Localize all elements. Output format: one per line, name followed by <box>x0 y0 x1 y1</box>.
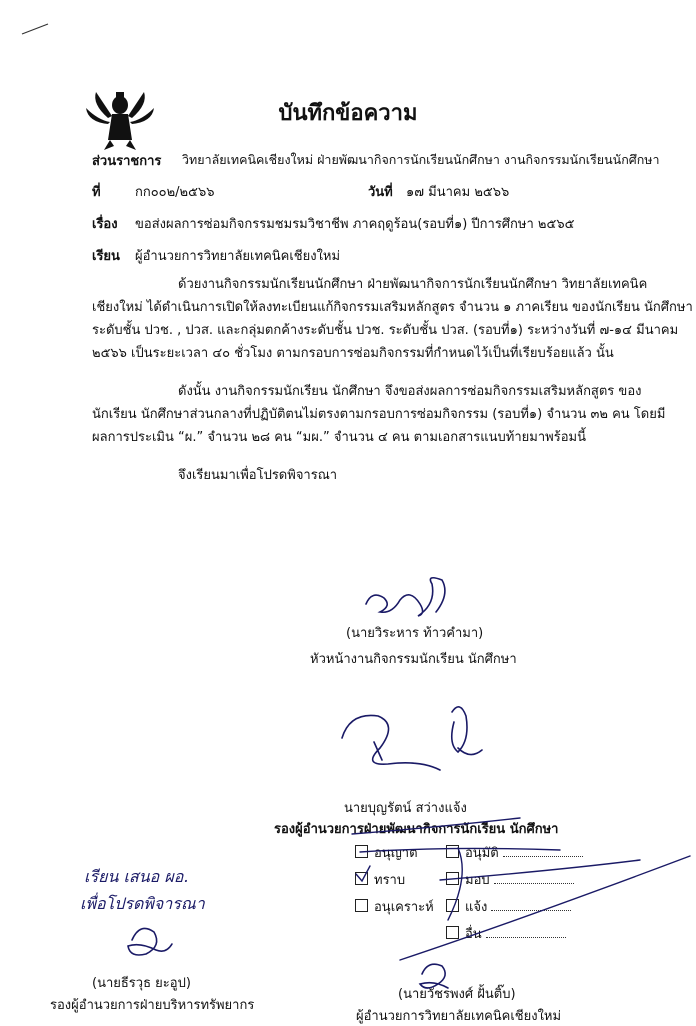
option-approve[interactable]: อนุญาต <box>355 842 418 863</box>
checkbox-icon[interactable] <box>355 872 368 885</box>
option-assign[interactable]: มอบ <box>446 869 574 890</box>
sig1-name: (นายวิระหาร ท้าวคำมา) <box>346 626 484 641</box>
checkbox-icon[interactable] <box>446 899 459 912</box>
to-label: เรียน <box>92 249 120 264</box>
option-authorize[interactable]: อนุมัติ <box>446 842 583 863</box>
agency-label: ส่วนราชการ <box>92 154 162 169</box>
checkbox-icon[interactable] <box>446 872 459 885</box>
option-other[interactable]: อื่น <box>446 923 566 944</box>
sig3-name: (นายธีรวุธ ยะอูป) <box>92 976 191 991</box>
ref-value: กก๐๐๒/๒๕๖๖ <box>135 185 215 200</box>
signature-2-icon <box>342 707 482 770</box>
handwritten-note: เรียน เสนอ ผอ. <box>84 867 189 886</box>
sig3-position: รองผู้อำนวยการฝ่ายบริหารทรัพยากร <box>50 998 255 1013</box>
ref-label: ที่ <box>92 185 101 200</box>
to-value: ผู้อำนวยการวิทยาลัยเทคนิคเชียงใหม่ <box>135 249 341 264</box>
subject-value: ขอส่งผลการซ่อมกิจกรรมชมรมวิชาชีพ ภาคฤดูร้อน(รอบที่๑) ปีการศึกษา ๒๕๖๕ <box>135 217 575 232</box>
option-acknowledge[interactable]: ทราบ <box>355 869 405 890</box>
checkbox-icon[interactable] <box>355 845 368 858</box>
signature-1-icon <box>366 578 445 616</box>
subject-label: เรื่อง <box>92 217 118 232</box>
checkbox-icon[interactable] <box>446 926 459 939</box>
page-title: บันทึกข้อความ <box>278 101 418 126</box>
para2-line: นักเรียน นักศึกษาส่วนกลางที่ปฏิบัติตนไม่ตรงตามกรอบการซ่อมกิจกรรม (รอบที่๑) จำนวน ๓๒ คน โดยมี <box>92 407 666 422</box>
date-label: วันที่ <box>368 185 393 200</box>
checkbox-icon[interactable] <box>355 899 368 912</box>
option-notify[interactable]: แจ้ง <box>446 896 571 917</box>
agency-value: วิทยาลัยเทคนิคเชียงใหม่ ฝ่ายพัฒนากิจการนักเรียนนักศึกษา งานกิจกรรมนักเรียนนักศึกษา <box>182 152 660 167</box>
para1-line: เชียงใหม่ ได้ดำเนินการเปิดให้ลงทะเบียนแก้กิจกรรมเสริมหลักสูตร จำนวน ๑ ภาคเรียน ของนักเรียน นักศึกษา <box>92 300 693 315</box>
checkbox-icon[interactable] <box>446 845 459 858</box>
option-assist[interactable]: อนุเคราะห์ <box>355 896 434 917</box>
sig1-position: หัวหน้างานกิจกรรมนักเรียน นักศึกษา <box>310 652 517 667</box>
para2-line: ดังนั้น งานกิจกรรมนักเรียน นักศึกษา จึงขอส่งผลการซ่อมกิจกรรมเสริมหลักสูตร ของ <box>178 384 642 399</box>
closing-text: จึงเรียนมาเพื่อโปรดพิจารณา <box>178 468 338 483</box>
sig2-position: รองผู้อำนวยการฝ่ายพัฒนากิจการนักเรียน นักศึกษา <box>274 822 559 837</box>
para1-line: ๒๕๖๖ เป็นระยะเวลา ๔๐ ชั่วโมง ตามกรอบการซ่อมกิจกรรมที่กำหนดไว้เป็นที่เรียบร้อยแล้ว นั้น <box>92 346 614 361</box>
para1-line: ด้วยงานกิจกรรมนักเรียนนักศึกษา ฝ่ายพัฒนากิจการนักเรียนนักศึกษา วิทยาลัยเทคนิค <box>178 277 648 292</box>
handwritten-note: เพื่อโปรดพิจารณา <box>80 894 205 913</box>
sig2-name: นายบุญรัตน์ สว่างแจ้ง <box>344 801 467 816</box>
date-value: ๑๗ มีนาคม ๒๕๖๖ <box>406 185 510 200</box>
para1-line: ระดับชั้น ปวช. , ปวส. และกลุ่มตกค้างระดับชั้น ปวช. ระดับชั้น ปวส. (รอบที่๑) ระหว่างวันที่ ๗-๑๔ มีนาคม <box>92 323 679 338</box>
signature-3-icon <box>128 928 172 955</box>
sig4-position: ผู้อำนวยการวิทยาลัยเทคนิคเชียงใหม่ <box>356 1009 562 1024</box>
para2-line: ผลการประเมิน “ผ.” จำนวน ๒๘ คน “มผ.” จำนวน ๔ คน ตามเอกสารแนบท้ายมาพร้อมนี้ <box>92 430 586 445</box>
sig4-name: (นายวัชรพงศ์ ฝั้นติ๊บ) <box>398 987 516 1002</box>
